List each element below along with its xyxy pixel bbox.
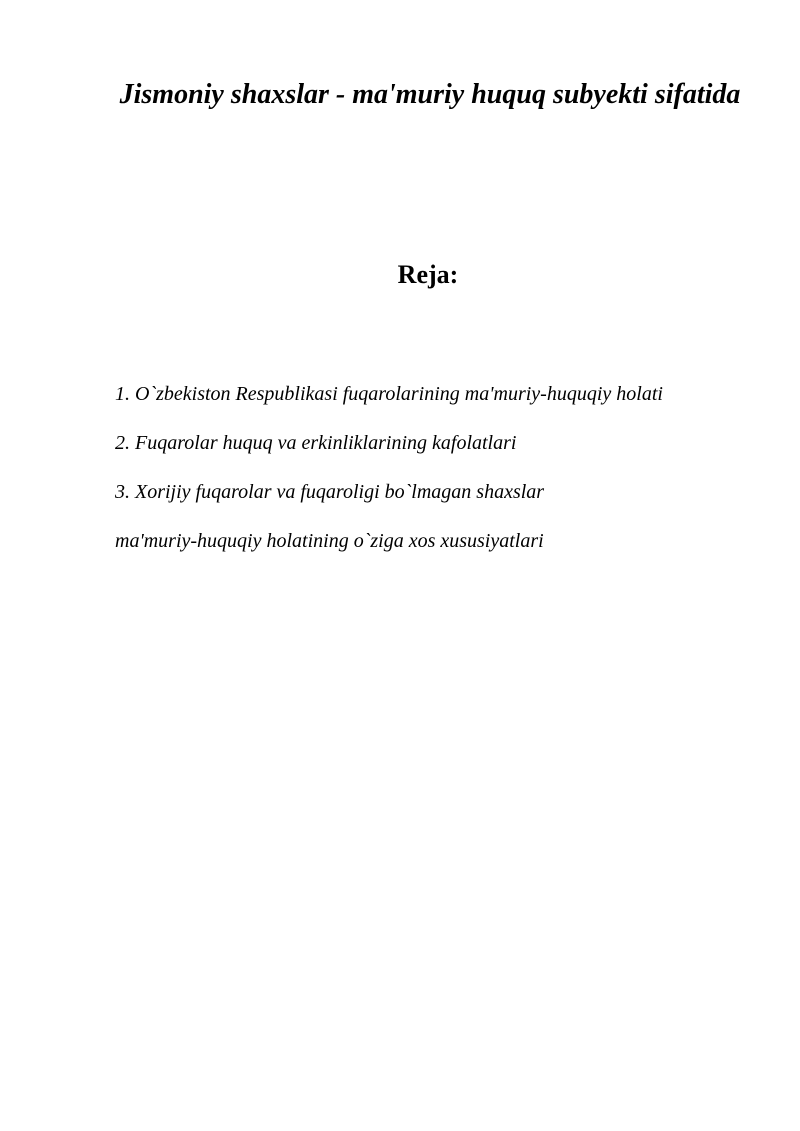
plan-heading: Reja: [397,260,459,289]
plan-item-1: 1. O`zbekiston Respublikasi fuqarolarining ma'muriy-huquqiy holati [115,383,663,405]
plan-item-2: 2. Fuqarolar huquq va erkinliklarining kafolatlari [115,432,517,454]
plan-item-3: 3. Xorijiy fuqarolar va fuqaroligi bo`lmagan shaxslar [115,481,545,503]
plan-item-3-continuation: ma'muriy-huquqiy holatining o`ziga xos xususiyatlari [115,530,544,552]
document-title: Jismoniy shaxslar - ma'muriy huquq subyekti sifatida [119,79,741,110]
plan-list [115,378,755,574]
